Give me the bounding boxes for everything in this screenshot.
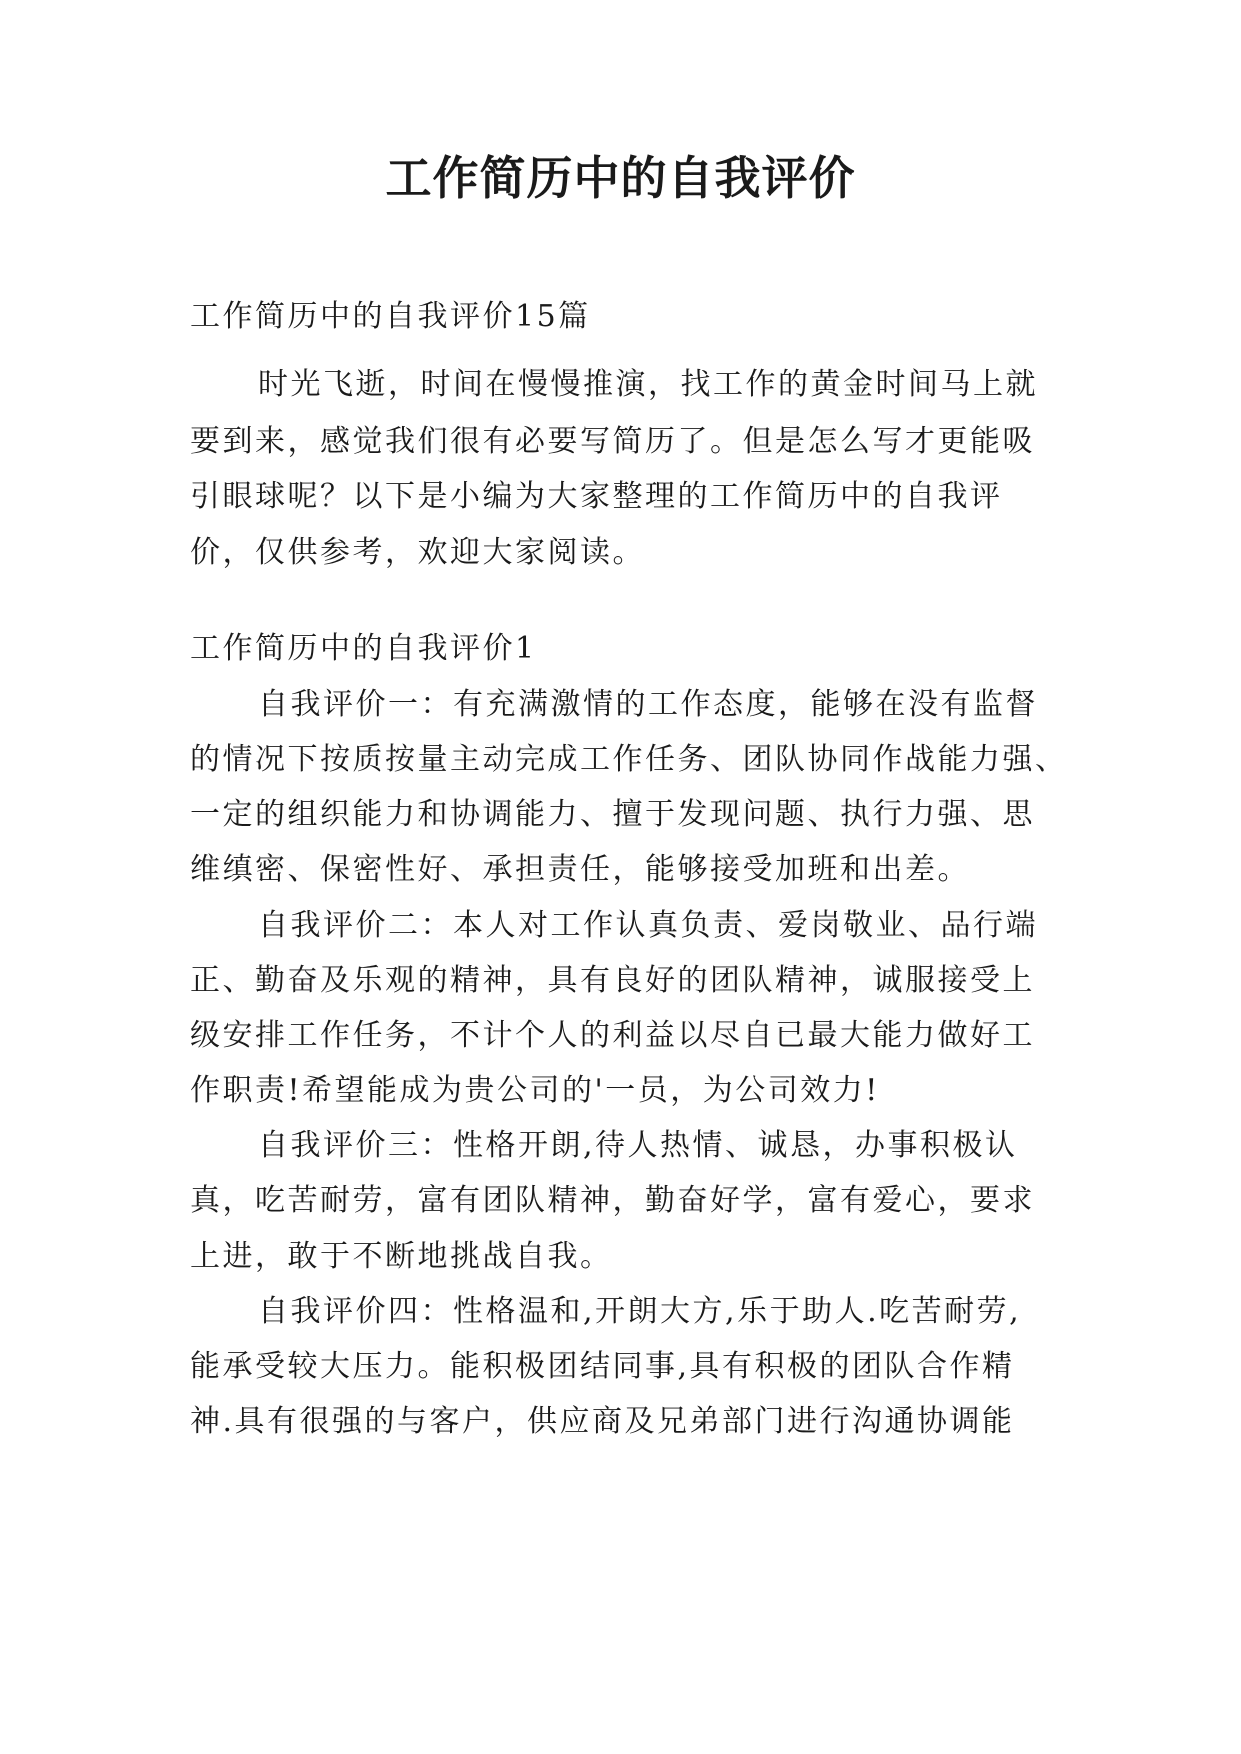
intro-line: 要到来，感觉我们很有必要写简历了。但是怎么写才更能吸 [190, 424, 1035, 459]
body-line: 维缜密、保密性好、承担责任，能够接受加班和出差。 [190, 852, 970, 887]
intro-line: 引眼球呢？以下是小编为大家整理的工作简历中的自我评 [190, 479, 1003, 514]
body-line: 正、勤奋及乐观的精神，具有良好的团队精神，诚服接受上 [190, 963, 1035, 998]
body-line: 级安排工作任务，不计个人的利益以尽自已最大能力做好工 [190, 1018, 1035, 1053]
body-line: 真，吃苦耐劳，富有团队精神，勤奋好学，富有爱心，要求 [190, 1183, 1035, 1218]
body-line: 能承受较大压力。能积极团结同事,具有积极的团队合作精 [190, 1349, 1015, 1384]
body-line: 自我评价四：性格温和,开朗大方,乐于助人.吃苦耐劳, [258, 1294, 1022, 1329]
body-line: 自我评价三：性格开朗,待人热情、诚恳，办事积极认 [258, 1128, 1018, 1163]
body-line: 神.具有很强的与客户，供应商及兄弟部门进行沟通协调能 [190, 1404, 1015, 1439]
body-line: 一定的组织能力和协调能力、擅于发现问题、执行力强、思 [190, 797, 1035, 832]
section-heading: 工作简历中的自我评价1 [190, 631, 537, 666]
intro-line: 时光飞逝，时间在慢慢推演，找工作的黄金时间马上就 [258, 367, 1038, 402]
body-line: 自我评价一：有充满激情的工作态度，能够在没有监督 [258, 687, 1038, 722]
document-title: 工作简历中的自我评价 [385, 151, 856, 205]
body-line: 自我评价二：本人对工作认真负责、爱岗敬业、品行端 [258, 908, 1038, 943]
document-subtitle: 工作简历中的自我评价15篇 [190, 299, 591, 334]
body-line: 上进，敢于不断地挑战自我。 [190, 1239, 613, 1274]
body-line: 的情况下按质按量主动完成工作任务、团队协同作战能力强、 [190, 742, 1068, 777]
intro-line: 价，仅供参考，欢迎大家阅读。 [190, 535, 645, 570]
body-line: 作职责!希望能成为贵公司的'一员，为公司效力! [190, 1073, 880, 1108]
